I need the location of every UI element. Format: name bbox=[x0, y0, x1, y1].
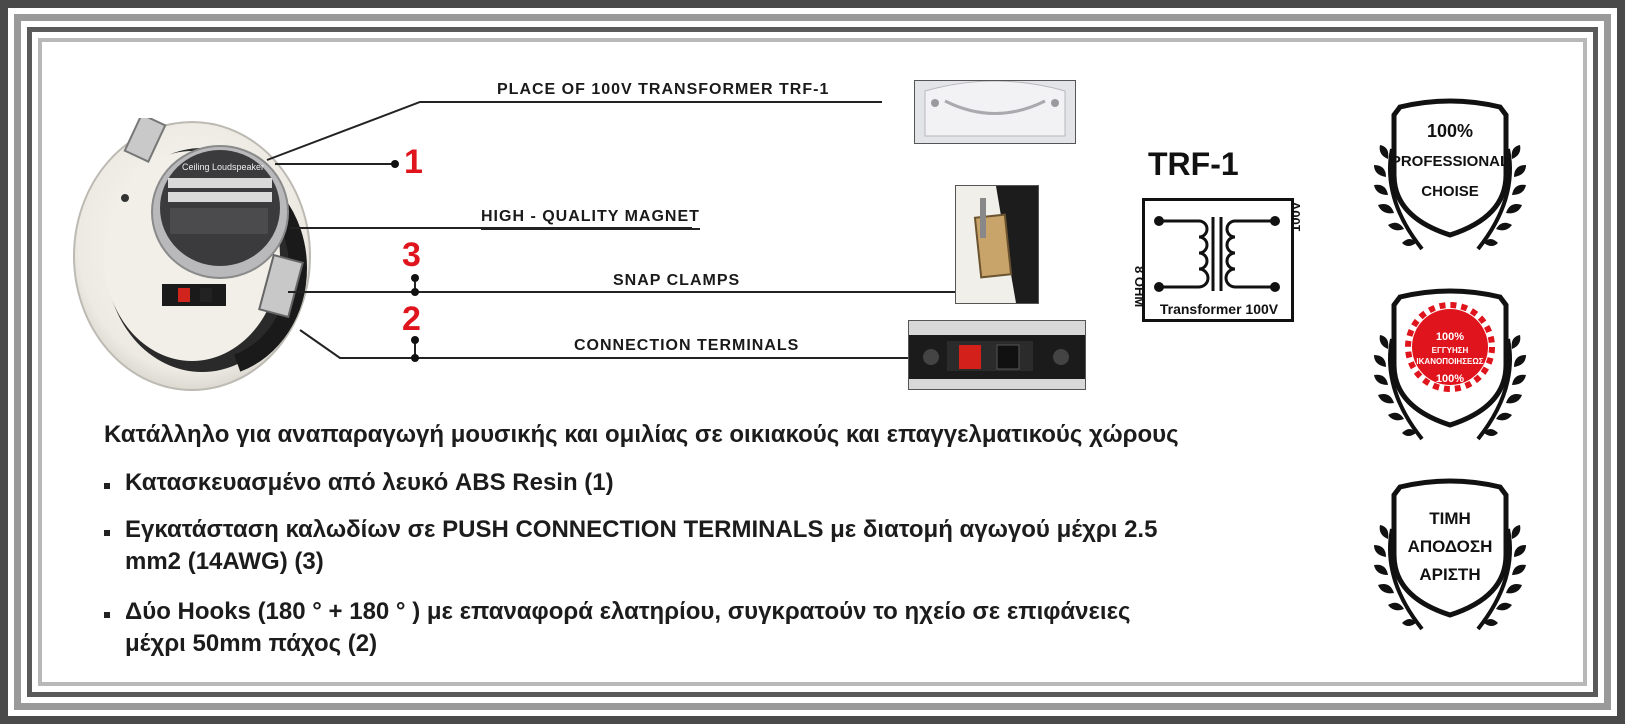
badge-satisfaction-line2: ΕΓΓΥΗΣΗ bbox=[1431, 346, 1469, 355]
bullet-marker-2 bbox=[104, 530, 110, 536]
bullet-3-line-2: μέχρι 50mm πάχος (2) bbox=[125, 630, 378, 657]
bullet-2-line-2: mm2 (14AWG) (3) bbox=[125, 548, 324, 575]
badge-satisfaction-line3: ΙΚΑΝΟΠΟΙΗΣΕΩΣ bbox=[1416, 357, 1484, 366]
badge-satisfaction-line4: 100% bbox=[1435, 373, 1465, 385]
bullet-2-line-1: Εγκατάσταση καλωδίων σε PUSH CONNECTION TERMINALS με διατομή αγωγού μέχρι 2.5 bbox=[125, 516, 1158, 543]
transformer-right-label: 100V bbox=[1288, 201, 1303, 232]
bullet-marker-1 bbox=[104, 483, 110, 489]
badge-value-line2: ΑΠΟΔΟΣΗ bbox=[1407, 537, 1493, 556]
badge-value-line1: ΤΙΜΗ bbox=[1429, 509, 1471, 528]
transformer-caption: Transformer 100V bbox=[1159, 301, 1279, 317]
marker-number-2: 2 bbox=[402, 300, 421, 338]
callout-magnet: HIGH - QUALITY MAGNET bbox=[481, 208, 700, 230]
bullet-3-line-1: Δύο Hooks (180 ° + 180 ° ) με επαναφορά ελατηρίου, συγκρατούν το ηχείο σε επιφάνειες bbox=[125, 598, 1131, 625]
speaker-label: Ceiling Loudspeaker bbox=[182, 162, 265, 172]
bullet-marker-3 bbox=[104, 612, 110, 618]
marker-number-1: 1 bbox=[404, 143, 423, 181]
bullet-1-line-1: Κατασκευασμένο από λευκό ABS Resin (1) bbox=[125, 469, 614, 496]
badge-value-line3: ΑΡΙΣΤΗ bbox=[1419, 565, 1481, 584]
badge-professional-line2: PROFESSIONAL bbox=[1390, 153, 1510, 170]
transformer-mount-photo bbox=[914, 80, 1076, 144]
transformer-left-label: 8 OHM bbox=[1132, 266, 1147, 308]
badge-professional-line1: 100% bbox=[1426, 121, 1474, 141]
badge-satisfaction-line1: 100% bbox=[1435, 331, 1465, 343]
callout-transformer: PLACE OF 100V TRANSFORMER TRF-1 bbox=[497, 81, 830, 98]
marker-number-3: 3 bbox=[402, 236, 421, 274]
transformer-title: TRF-1 bbox=[1148, 146, 1239, 182]
badge-professional-line3: CHOISE bbox=[1421, 183, 1479, 200]
magnet-clamp-photo bbox=[955, 185, 1039, 304]
description-intro: Κατάλληλο για αναπαραγωγή μουσικής και ομιλίας σε οικιακούς και επαγγελματικούς χώρους bbox=[104, 421, 1179, 448]
terminals-photo bbox=[908, 320, 1086, 390]
callout-snap-clamps: SNAP CLAMPS bbox=[613, 272, 741, 289]
callout-connection-terminals: CONNECTION TERMINALS bbox=[574, 337, 800, 354]
